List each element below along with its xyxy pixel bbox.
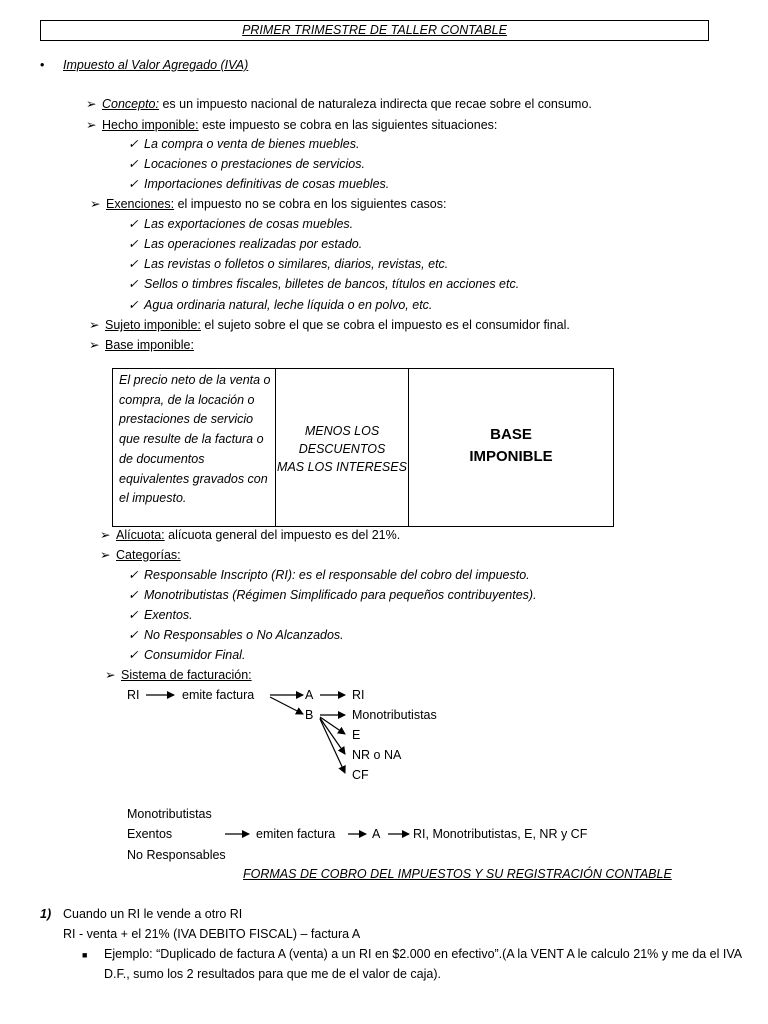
checkmark-icon: ✓ xyxy=(128,257,139,271)
list-item: ✓ Monotributistas (Régimen Simplificado para pequeños contribuyentes). xyxy=(128,588,537,602)
sujeto-text: el sujeto sobre el que se cobra el impuesto es el consumidor final. xyxy=(200,318,570,332)
flow2-final: RI, Monotributistas, E, NR y CF xyxy=(413,827,588,841)
arrow-icon xyxy=(270,697,303,714)
flow2-left: Monotributistas xyxy=(127,807,212,821)
checkmark-icon: ✓ xyxy=(128,277,139,291)
exenciones-label: Exenciones: xyxy=(106,197,175,211)
list-item: ✓ Responsable Inscripto (RI): es el responsable del cobro del impuesto. xyxy=(128,568,530,582)
flow2-left: No Responsables xyxy=(127,848,226,862)
flow2-left: Exentos xyxy=(127,827,173,841)
list-item: ✓ Sellos o timbres fiscales, billetes de bancos, títulos en acciones etc. xyxy=(128,277,520,291)
list-item: ✓ La compra o venta de bienes muebles. xyxy=(128,137,360,151)
arrow-bullet-icon: ➢ xyxy=(86,118,97,132)
categorias-label: Categorías: xyxy=(116,548,181,562)
case1-title: Cuando un RI le vende a otro RI xyxy=(63,907,243,921)
checkmark-icon: ✓ xyxy=(128,217,139,231)
base-label: Base imponible: xyxy=(105,338,194,352)
checkmark-icon: ✓ xyxy=(128,568,139,582)
list-item: ✓ Agua ordinaria natural, leche líquida o en polvo, etc. xyxy=(128,298,433,312)
case1-line2: RI - venta + el 21% (IVA DEBITO FISCAL) – factura A xyxy=(63,927,361,941)
square-bullet-icon: ■ xyxy=(82,950,88,960)
arrow-bullet-icon: ➢ xyxy=(105,668,116,682)
flow-target: E xyxy=(352,728,361,742)
checkmark-icon: ✓ xyxy=(128,648,139,662)
page-title: PRIMER TRIMESTRE DE TALLER CONTABLE xyxy=(40,20,709,41)
sujeto-label: Sujeto imponible: xyxy=(105,318,201,332)
flow-a: A xyxy=(305,688,314,702)
arrow-bullet-icon: ➢ xyxy=(86,97,97,111)
checkmark-icon: ✓ xyxy=(128,157,139,171)
arrow-bullet-icon: ➢ xyxy=(89,338,100,352)
table-cell-precio: El precio neto de la venta o compra, de la locación o prestaciones de servicio que resulte de la factura o de documentos equivalentes gravados con el impuesto. xyxy=(113,369,276,526)
section-iva-label: Impuesto al Valor Agregado (IVA) xyxy=(63,58,249,72)
case1-title-line xyxy=(40,906,242,922)
alicuota-text: alícuota general del impuesto es del 21%. xyxy=(164,528,401,542)
exenciones-text: el impuesto no se cobra en los siguientes casos: xyxy=(174,197,447,211)
arrow-icon xyxy=(320,718,345,754)
flow2-a: A xyxy=(372,827,381,841)
list-item: ✓ Importaciones definitivas de cosas muebles. xyxy=(128,177,390,191)
list-item: ✓ Las revistas o folletos o similares, diarios, revistas, etc. xyxy=(128,257,449,271)
flow-ri: RI xyxy=(127,688,140,702)
arrow-icon xyxy=(320,717,345,734)
arrow-bullet-icon: ➢ xyxy=(90,197,101,211)
arrow-bullet-icon: ➢ xyxy=(100,548,111,562)
arrow-bullet-icon: ➢ xyxy=(100,528,111,542)
table-cell-descuentos: MENOS LOS DESCUENTOS MAS LOS INTERESES xyxy=(276,369,409,526)
flow-emite: emite factura xyxy=(182,688,255,702)
flow-target: CF xyxy=(352,768,369,782)
list-item: ✓ Exentos. xyxy=(128,608,193,622)
checkmark-icon: ✓ xyxy=(128,628,139,642)
formas-title: FORMAS DE COBRO DEL IMPUESTOS Y SU REGISTRACIÓN CONTABLE xyxy=(243,867,672,881)
checkmark-icon: ✓ xyxy=(128,137,139,151)
hecho-text: este impuesto se cobra en las siguientes situaciones: xyxy=(198,118,498,132)
checkmark-icon: ✓ xyxy=(128,237,139,251)
list-item: ✓ Las exportaciones de cosas muebles. xyxy=(128,217,354,231)
list-item: ✓ No Responsables o No Alcanzados. xyxy=(128,628,344,642)
alicuota-label: Alícuota: xyxy=(116,528,165,542)
case1-number: 1) xyxy=(40,907,52,921)
flow2-emiten: emiten factura xyxy=(256,827,336,841)
arrow-icon xyxy=(320,719,345,773)
checkmark-icon: ✓ xyxy=(128,608,139,622)
arrow-bullet-icon: ➢ xyxy=(89,318,100,332)
bullet-icon: • xyxy=(40,58,45,72)
checkmark-icon: ✓ xyxy=(128,177,139,191)
sistema-label: Sistema de facturación: xyxy=(121,668,252,682)
case1-example-cont: D.F., sumo los 2 resultados para que me de el valor de caja). xyxy=(104,967,441,981)
checkmark-icon: ✓ xyxy=(128,588,139,602)
concepto-label: Concepto: xyxy=(102,97,159,111)
flow-b: B xyxy=(305,708,314,722)
hecho-label: Hecho imponible: xyxy=(102,118,199,132)
case1-example: ■ Ejemplo: “Duplicado de factura A (venta) a un RI en $2.000 en efectivo”.(A la VENT A le calculo 21% y me da el IVA xyxy=(82,947,743,961)
flow-target: Monotributistas xyxy=(352,708,437,722)
concepto-text: es un impuesto nacional de naturaleza indirecta que recae sobre el consumo. xyxy=(158,97,592,111)
checkmark-icon: ✓ xyxy=(128,298,139,312)
table-cell-base: BASE IMPONIBLE xyxy=(469,426,553,465)
list-item: ✓ Consumidor Final. xyxy=(128,648,246,662)
list-item: ✓ Locaciones o prestaciones de servicios. xyxy=(128,157,365,171)
flow-target: NR o NA xyxy=(352,748,402,762)
flow-target: RI xyxy=(352,688,365,702)
list-item: ✓ Las operaciones realizadas por estado. xyxy=(128,237,363,251)
